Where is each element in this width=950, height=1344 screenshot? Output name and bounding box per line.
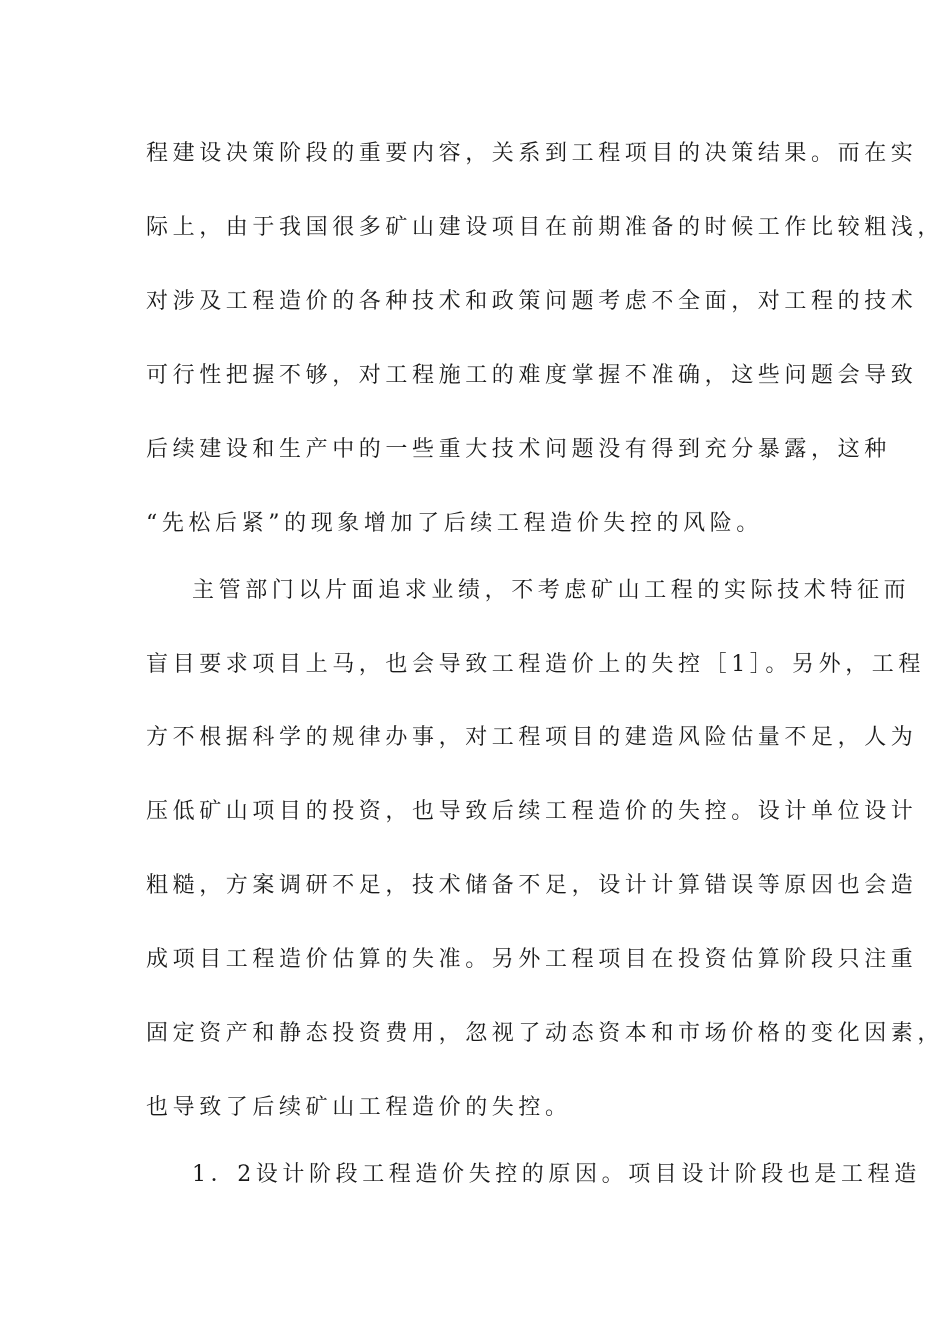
text-line: 固定资产和静态投资费用，忽视了动态资本和市场价格的变化因素， [146,1021,945,1046]
paragraph-first-line: 主管部门以片面追求业绩，不考虑矿山工程的实际技术特征而 [192,578,911,603]
text-line: 方不根据科学的规律办事，对工程项目的建造风险估量不足，人为 [146,725,918,750]
text-line: 程建设决策阶段的重要内容，关系到工程项目的决策结果。而在实 [146,141,918,166]
text-line: 也导致了后续矿山工程造价的失控。 [146,1095,572,1120]
text-line: 后续建设和生产中的一些重大技术问题没有得到充分暴露，这种 [146,437,891,462]
text-line: 压低矿山项目的投资，也导致后续工程造价的失控。设计单位设计 [146,799,918,824]
text-line: 际上，由于我国很多矿山建设项目在前期准备的时候工作比较粗浅， [146,215,945,240]
text-line: 对涉及工程造价的各种技术和政策问题考虑不全面，对工程的技术 [146,289,918,314]
text-line: 粗糙，方案调研不足，技术储备不足，设计计算错误等原因也会造 [146,873,918,898]
section-heading-line: 1．2设计阶段工程造价失控的原因。项目设计阶段也是工程造 [192,1162,921,1187]
text-line: 成项目工程造价估算的失准。另外工程项目在投资估算阶段只注重 [146,947,918,972]
text-line: “先松后紧”的现象增加了后续工程造价失控的风险。 [146,511,763,536]
text-line: 盲目要求项目上马，也会导致工程造价上的失控［1］。另外，工程 [146,652,925,677]
text-line: 可行性把握不够，对工程施工的难度掌握不准确，这些问题会导致 [146,363,918,388]
